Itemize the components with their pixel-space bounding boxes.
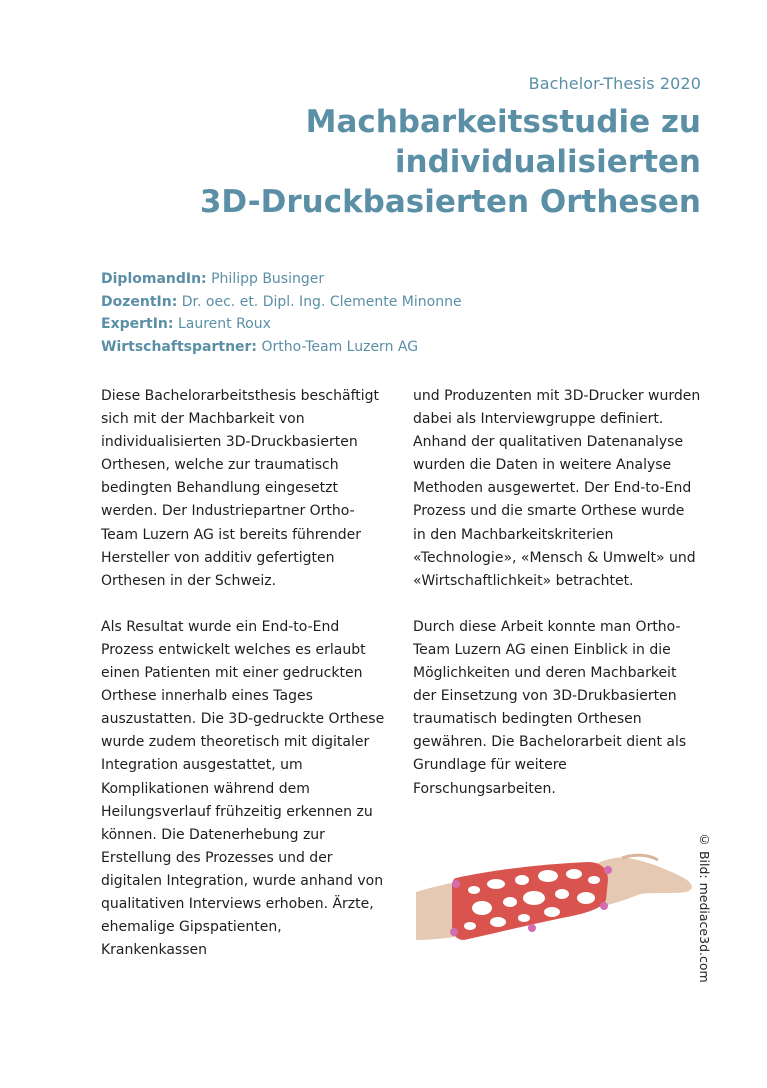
body-paragraph: und Produzenten mit 3D-Drucker wurden dabei als Interviewgruppe definiert. Anhand der qualitativen Datenanalyse wurden die Daten in weitere Analyse Methoden ausgewertet. Der End-to-End Prozess und die smarte Orthese wurde in den Machbarkeitskriterien «Technologie», «Mensch & Umwelt» und «Wirtschaftlichkeit» betrachtet. xyxy=(413,388,701,589)
meta-value: Laurent Roux xyxy=(177,316,271,332)
meta-value: Dr. oec. et. Dipl. Ing. Clemente Minonne xyxy=(181,293,462,310)
title-line-1: Machbarkeitsstudie zu individualisierten xyxy=(305,104,701,180)
meta-label: DozentIn: xyxy=(101,293,178,310)
meta-label: DiplomandIn: xyxy=(101,271,207,287)
orthosis-photo xyxy=(412,848,700,948)
body-column-left xyxy=(101,385,389,985)
meta-row-diplomand xyxy=(101,268,462,291)
meta-row-partner xyxy=(101,336,462,359)
meta-label: Wirtschaftspartner: xyxy=(101,338,258,355)
body-paragraph: Diese Bachelorarbeitsthesis beschäftigt sich mit der Machbarkeit von individualisierten 3D-Druckbasierten Orthesen, welche zur traumatisch bedingten Behandlung eingesetzt werden. Der Industriepartner Ortho-Team Luzern AG ist bereits führender Hersteller von additiv gefertigten Orthesen in der Schweiz. xyxy=(101,388,380,589)
body-column-right xyxy=(413,385,701,824)
title-line-2: 3D-Druckbasierten Orthesen xyxy=(199,184,701,220)
page-title xyxy=(41,102,701,222)
meta-block xyxy=(101,268,462,358)
meta-value: Philipp Businger xyxy=(211,271,325,287)
body-paragraph: Als Resultat wurde ein End-to-End Prozess entwickelt welches es erlaubt einen Patienten mit einer gedruckten Orthese innerhalb eines Tages auszustatten. Die 3D-gedruckte Orthese wurde zudem theoretisch mit digitaler Integration ausgestattet, um Komplikationen während dem Heilungsverlauf frühzeitig erkennen zu können. Die Datenerhebung zur Erstellung des Prozesses und der digitalen Integration, wurde anhand von qualitativen Interviews erhoben. Ärzte, ehemalige Gipspatienten, Krankenkassen xyxy=(101,618,385,959)
meta-value: Ortho-Team Luzern AG xyxy=(261,338,419,355)
meta-row-dozent xyxy=(101,291,462,314)
meta-row-expert xyxy=(101,313,462,336)
thesis-kicker: Bachelor-Thesis 2020 xyxy=(528,74,701,93)
body-paragraph: Durch diese Arbeit konnte man Ortho-Team Luzern AG einen Einblick in die Möglichkeiten und deren Machbarkeit der Einsetzung von 3D-Drukbasierten traumatisch bedingten Orthesen gewähren. Die Bachelorarbeit dient als Grundlage für weitere Forschungsarbeiten. xyxy=(413,618,687,797)
meta-label: ExpertIn: xyxy=(101,316,174,332)
image-credit: © Bild: mediace3d.com xyxy=(697,832,712,983)
